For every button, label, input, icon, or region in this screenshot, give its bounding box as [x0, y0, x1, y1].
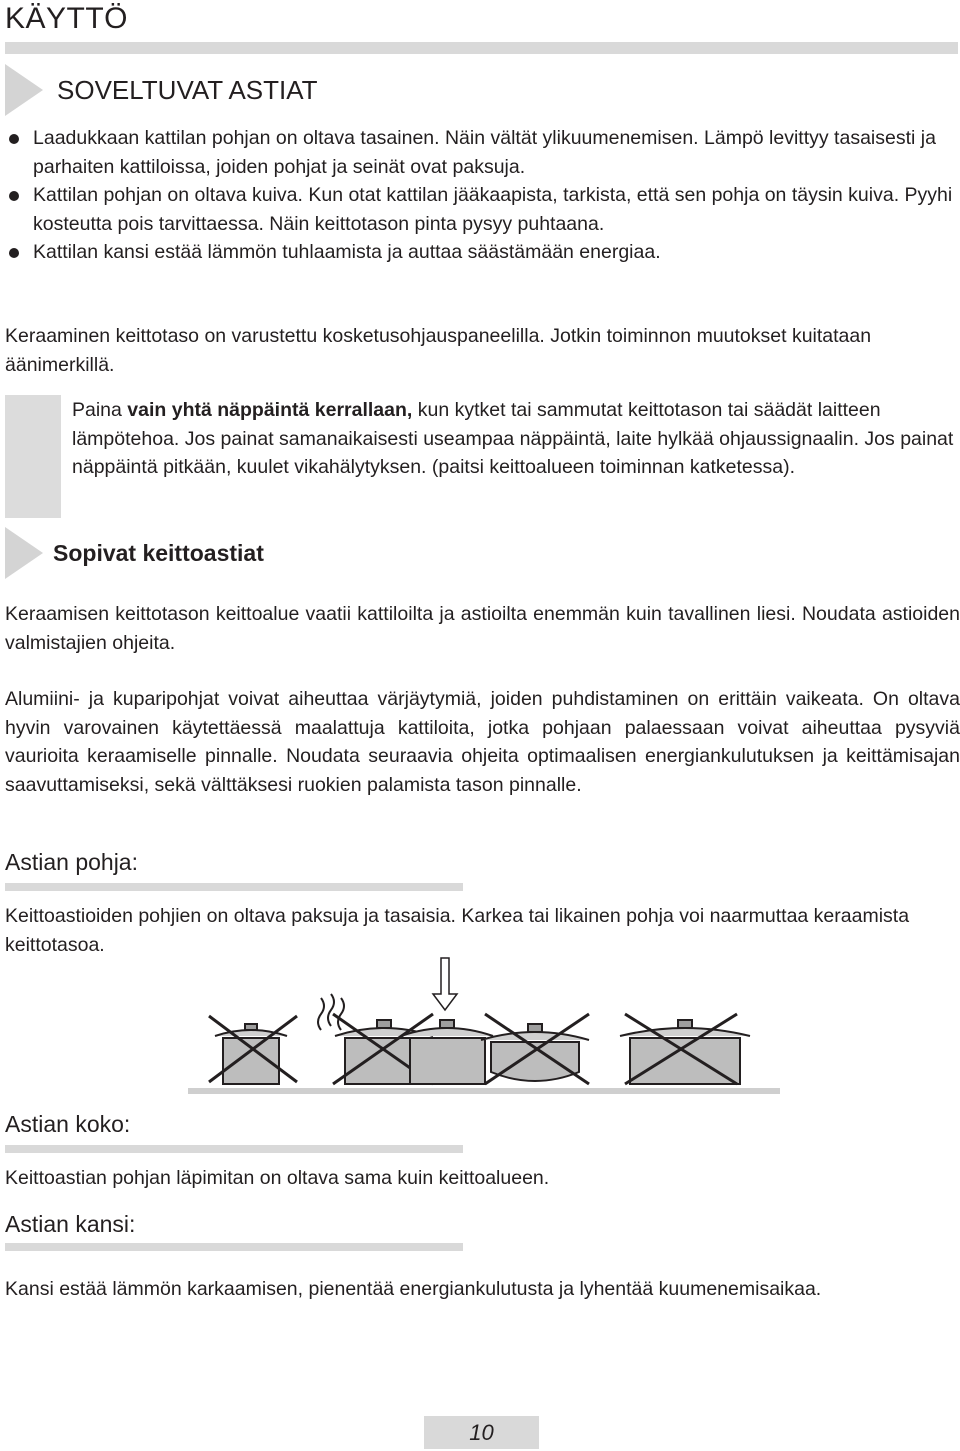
subheading-astian-koko: Astian koko: [5, 1111, 131, 1137]
paragraph: Alumiini- ja kuparipohjat voivat aiheuttaa värjäytymiä, joiden puhdistaminen on erittäin vaikeata. On oltava hyvin varovainen käytettäessä maalattuja kattiloita, jotka pohjaan palaessaan voivat aiheuttaa pysyviä vaurioita keraamiselle pinnalle. Noudata seuraavia ohjeita optimaalisen energiankulutuksen ja keittämisajan saavuttamiseksi, sekä välttäksesi ruokien palamista tason pinnalle. [5, 688, 960, 796]
pot-too-large-icon [620, 1014, 750, 1084]
notice-post: kun kytket tai sammutat keittotason tai säädät laitteen lämpötehoa. Jos painat samanaikaisesti useampaa näppäintä, laite hylkää ohjaussignaalin. Jos painat näppäintä pitkään, kuulet vikahälytyksen. (paitsi keittoalueen toiminnan katketessa). [72, 399, 954, 478]
subheading-rule [5, 1145, 463, 1153]
paragraph: Keittoastioiden pohjien on oltava paksuja ja tasaisia. Karkea tai likainen pohja voi naarmuttaa keraamista keittotasoa. [5, 905, 910, 956]
bullet-list [5, 124, 960, 267]
paragraph: Kansi estää lämmön karkaamisen, pienentää energiankulutusta ja lyhentää kuumenemisaikaa. [5, 1278, 822, 1300]
pot-curved-bottom-icon [481, 1014, 589, 1084]
title-rule [5, 42, 958, 54]
section-arrow-icon [5, 64, 43, 116]
section-heading-sopivat-keittoastiat: Sopivat keittoastiat [53, 540, 264, 566]
section-arrow-icon [5, 527, 43, 579]
pot-correct-icon [401, 958, 493, 1084]
notice-text [72, 396, 959, 482]
cookware-illustration [185, 950, 960, 1100]
paragraph: Keraamisen keittotason keittoalue vaatii kattiloilta ja astioilta enemmän kuin tavallinen liesi. Noudata astioiden valmistajien ohjeita. [5, 603, 960, 654]
subheading-astian-kansi: Astian kansi: [5, 1211, 136, 1237]
notice-bar [5, 395, 61, 518]
hob-surface [188, 1088, 780, 1094]
page-title: KÄYTTÖ [5, 2, 129, 35]
subheading-astian-pohja: Astian pohja: [5, 849, 138, 875]
list-item: Laadukkaan kattilan pohjan on oltava tasainen. Näin vältät ylikuumenemisen. Lämpö levittyy tasaisesti ja parhaiten kattiloissa, joiden pohjat ja seinät ovat paksuja. [5, 124, 960, 181]
pot-too-small-icon [209, 1016, 297, 1084]
section-heading-soveltuvat-astiat: SOVELTUVAT ASTIAT [57, 75, 318, 105]
list-item: Kattilan kansi estää lämmön tuhlaamista ja auttaa säästämään energiaa. [5, 238, 960, 267]
panel-note: Keraaminen keittotaso on varustettu kosketusohjauspaneelilla. Jotkin toiminnon muutokset kuitataan äänimerkillä. [5, 325, 872, 376]
subheading-rule [5, 1243, 463, 1251]
subheading-rule [5, 883, 463, 891]
notice-bold: vain yhtä näppäintä kerrallaan, [127, 399, 413, 421]
notice-pre: Paina [72, 399, 128, 421]
page-number: 10 [424, 1416, 539, 1449]
list-item: Kattilan pohjan on oltava kuiva. Kun otat kattilan jääkaapista, tarkista, että sen pohja on täysin kuiva. Pyyhi kosteutta pois tarvittaessa. Näin keittotason pinta pysyy puhtaana. [5, 181, 960, 238]
paragraph: Keittoastian pohjan läpimitan on oltava sama kuin keittoalueen. [5, 1167, 550, 1189]
